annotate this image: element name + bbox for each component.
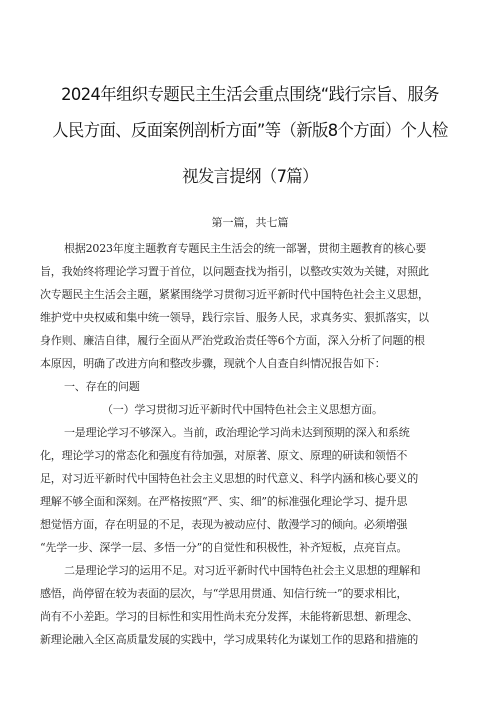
body-line: 尚有不小差距。学习的目标性和实用性尚未充分发挥，未能将新思想、新理念、: [40, 610, 418, 623]
body-line: 维护党中央权威和集中统一领导，践行宗旨、服务人民，求真务实、狠抓落实，以: [40, 311, 429, 324]
body-line: 一是理论学习不够深入。当前，政治理论学习尚未达到预期的深入和系统: [64, 426, 410, 439]
body-line: 理解不够全面和深刻。在严格按照“严、实、细”的标准强化理论学习、提升思: [40, 495, 408, 508]
body-line: 次专题民主生活会主题，紧紧围绕学习贯彻习近平新时代中国特色社会主义思想，: [40, 288, 429, 301]
body-line: 化，理论学习的常态化和强度有待加强，对原著、原文、原理的研读和领悟不: [40, 449, 408, 462]
body-line: 感悟，尚停留在较为表面的层次，与“学思用贯通、知信行统一”的要求相比，: [40, 587, 408, 600]
document-title-line-3: 视发言提纲（7篇）: [182, 167, 318, 187]
document-title-line-1: 2024年组织专题民主生活会重点围绕“践行宗旨、服务: [61, 85, 439, 105]
body-line: 旨，我始终将理论学习置于首位，以问题查找为指引，以整改实效为关键，对照此: [40, 265, 429, 278]
body-line: 根据2023年度主题教育专题民主生活会的统一部署，贯彻主题教育的核心要: [64, 242, 426, 255]
subsection-heading: （一）学习贯彻习近平新时代中国特色社会主义思想方面。: [102, 403, 383, 416]
body-line: 二是理论学习的运用不足。对习近平新时代中国特色社会主义思想的理解和: [64, 564, 421, 577]
body-line: “先学一步、深学一层、多悟一分”的自觉性和积极性，补齐短板，点亮盲点。: [40, 541, 408, 554]
body-line: 身作则、廉洁自律，履行全面从严治党政治责任等6个方面，深入分析了问题的根: [40, 334, 425, 347]
document-title-line-2: 人民方面、反面案例剖析方面”等（新版8个方面）个人检: [52, 121, 448, 141]
body-line: 想觉悟方面，存在明显的不足，表现为被动应付、散漫学习的倾向。必须增强: [40, 518, 408, 531]
body-line: 新理论融入全区高质量发展的实践中，学习成果转化为谋划工作的思路和措施的: [40, 633, 418, 646]
body-line: 足，对习近平新时代中国特色社会主义思想的时代意义、科学内涵和核心要义的: [40, 472, 418, 485]
document-subtitle: 第一篇，共七篇: [211, 216, 289, 229]
section-heading: 一、存在的问题: [64, 380, 140, 393]
body-line: 本原因，明确了改进方向和整改步骤，现就个人自查自纠情况报告如下：: [40, 357, 386, 370]
